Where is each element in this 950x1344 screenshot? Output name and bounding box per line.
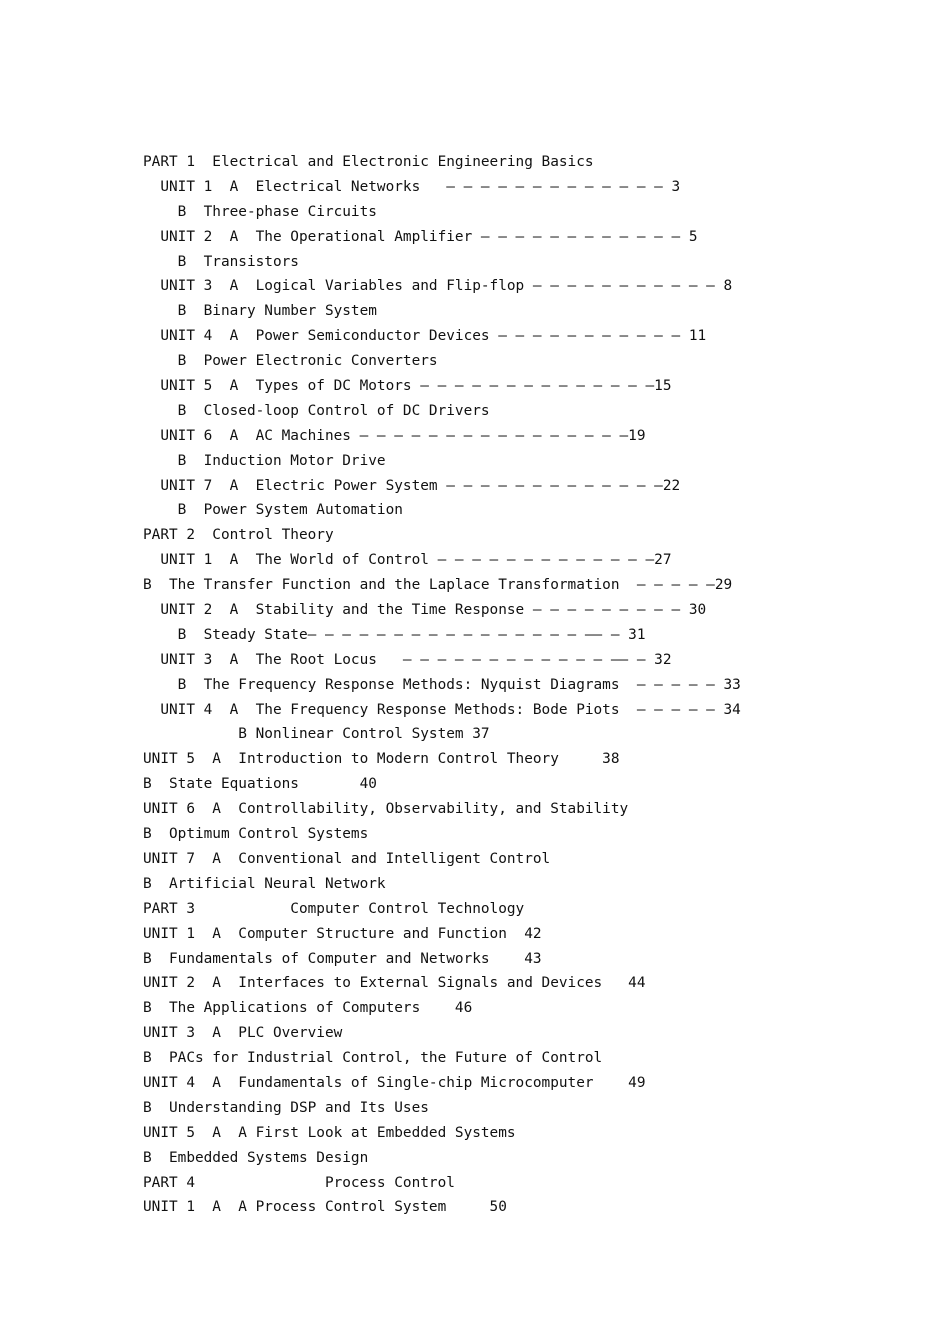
toc-line	[0, 747, 950, 772]
toc-line-text: UNIT 4 A Fundamentals of Single-chip Microcomputer 49	[143, 1074, 646, 1091]
toc-line	[0, 1121, 950, 1146]
toc-line-text: UNIT 6 A Controllability, Observability, and Stability	[143, 801, 629, 818]
toc-line	[0, 822, 950, 847]
toc-line-text: UNIT 4 A Power Semiconductor Devices — — — — — — — — — — — 11	[143, 328, 707, 345]
toc-line	[0, 648, 950, 673]
toc-line	[0, 349, 950, 374]
toc-line-text: PART 1 Electrical and Electronic Engineering Basics	[143, 154, 594, 170]
toc-line-text: B Steady State— — — — — — — — — — — — — — — — —— — 31	[143, 626, 646, 643]
toc-line	[0, 150, 950, 175]
toc-line	[0, 225, 950, 250]
toc-line	[0, 474, 950, 499]
toc-line-text: UNIT 1 A A Process Control System 50	[143, 1199, 507, 1216]
toc-line-text: B Optimum Control Systems	[143, 826, 369, 843]
toc-line	[0, 897, 950, 922]
toc-line-text: UNIT 1 A Electrical Networks — — — — — — — — — — — — — 3	[143, 178, 681, 195]
toc-line	[0, 274, 950, 299]
toc-line	[0, 399, 950, 424]
toc-line	[0, 673, 950, 698]
toc-line	[0, 449, 950, 474]
toc-line-text: UNIT 3 A The Root Locus — — — — — — — — — — — — —— — 32	[143, 651, 672, 668]
toc-line-text: B Transistors	[143, 253, 299, 270]
toc-line-text: UNIT 3 A Logical Variables and Flip-flop — — — — — — — — — — — 8	[143, 278, 733, 295]
toc-line-text: B Embedded Systems Design	[143, 1149, 369, 1166]
toc-line-text: B The Frequency Response Methods: Nyquist Diagrams — — — — — 33	[143, 676, 741, 693]
toc-line-text: B The Transfer Function and the Laplace Transformation — — — — —29	[143, 577, 733, 594]
table-of-contents	[0, 150, 950, 1220]
toc-line	[0, 200, 950, 225]
toc-line-text: UNIT 7 A Conventional and Intelligent Control	[143, 850, 551, 867]
toc-line-text: UNIT 4 A The Frequency Response Methods: Bode Piots — — — — — 34	[143, 701, 741, 718]
toc-line-text: UNIT 3 A PLC Overview	[143, 1025, 343, 1042]
toc-line	[0, 175, 950, 200]
toc-line	[0, 1096, 950, 1121]
toc-line	[0, 1146, 950, 1171]
toc-line	[0, 947, 950, 972]
toc-line	[0, 1046, 950, 1071]
toc-line	[0, 548, 950, 573]
toc-line-text: B Artificial Neural Network	[143, 875, 386, 892]
toc-line	[0, 523, 950, 548]
toc-line-text: B Binary Number System	[143, 303, 377, 320]
toc-line	[0, 872, 950, 897]
toc-line-text: UNIT 2 A Stability and the Time Response — — — — — — — — — 30	[143, 602, 707, 619]
toc-line-text: B Power System Automation	[143, 502, 403, 519]
toc-line-text: B Induction Motor Drive	[143, 452, 386, 469]
toc-line	[0, 573, 950, 598]
toc-line-text: PART 3 Computer Control Technology	[143, 900, 525, 917]
toc-line	[0, 424, 950, 449]
toc-line-text: UNIT 5 A Introduction to Modern Control Theory 38	[143, 751, 620, 768]
toc-line-text: B Nonlinear Control System 37	[143, 726, 490, 743]
toc-line	[0, 250, 950, 275]
toc-line-text: B Three-phase Circuits	[143, 203, 377, 220]
toc-line	[0, 498, 950, 523]
toc-line-text: UNIT 6 A AC Machines — — — — — — — — — — — — — — — —19	[143, 427, 646, 444]
toc-line-text: B Closed-loop Control of DC Drivers	[143, 402, 490, 419]
toc-line-text: UNIT 7 A Electric Power System — — — — — — — — — — — — —22	[143, 477, 681, 494]
toc-line	[0, 772, 950, 797]
toc-line	[0, 374, 950, 399]
toc-line-text: B Fundamentals of Computer and Networks 43	[143, 950, 542, 967]
toc-line-text: B Understanding DSP and Its Uses	[143, 1099, 429, 1116]
toc-line	[0, 299, 950, 324]
toc-line	[0, 847, 950, 872]
toc-line-text: UNIT 2 A Interfaces to External Signals and Devices 44	[143, 975, 646, 992]
toc-line-text: UNIT 2 A The Operational Amplifier — — — — — — — — — — — — 5	[143, 228, 698, 245]
toc-line-text: UNIT 1 A Computer Structure and Function 42	[143, 925, 542, 942]
toc-line-text: B State Equations 40	[143, 776, 377, 793]
toc-line-text: UNIT 5 A Types of DC Motors — — — — — — — — — — — — — —15	[143, 378, 672, 395]
toc-line	[0, 1171, 950, 1196]
toc-line-text: PART 2 Control Theory	[143, 527, 334, 544]
toc-line	[0, 722, 950, 747]
toc-line-text: B PACs for Industrial Control, the Future of Control	[143, 1050, 603, 1067]
toc-line	[0, 797, 950, 822]
toc-line	[0, 971, 950, 996]
toc-line	[0, 1071, 950, 1096]
toc-line	[0, 922, 950, 947]
toc-line	[0, 996, 950, 1021]
toc-line-text: UNIT 1 A The World of Control — — — — — — — — — — — — —27	[143, 552, 672, 569]
toc-line	[0, 698, 950, 723]
toc-line	[0, 1195, 950, 1220]
toc-line-text: B The Applications of Computers 46	[143, 1000, 473, 1017]
toc-line	[0, 324, 950, 349]
toc-line-text: PART 4 Process Control	[143, 1174, 455, 1191]
toc-line	[0, 1021, 950, 1046]
toc-line-text: UNIT 5 A A First Look at Embedded Systems	[143, 1124, 516, 1141]
toc-line	[0, 598, 950, 623]
toc-line-text: B Power Electronic Converters	[143, 353, 438, 370]
toc-line	[0, 623, 950, 648]
